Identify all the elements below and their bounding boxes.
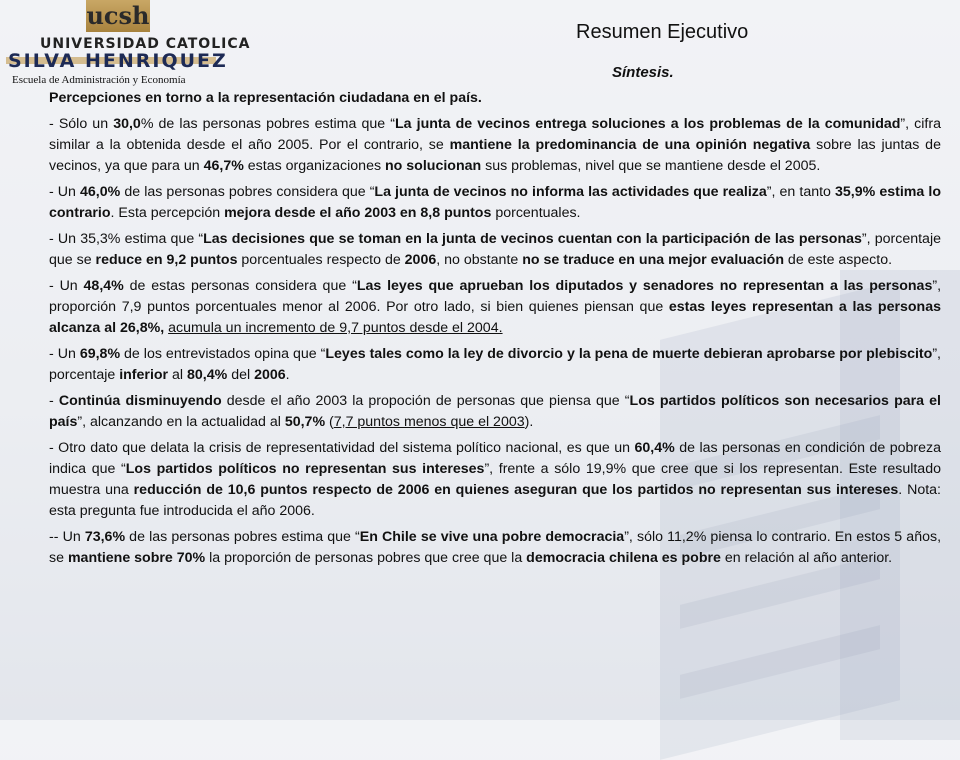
bold-text: La junta de vecinos no informa las actividades que realiza — [374, 184, 767, 200]
paragraph-text: - Otro dato que delata la crisis de representatividad del sistema político nacional, es que un — [49, 440, 635, 456]
paragraph-text: ( — [325, 414, 334, 430]
paragraph-partidos-necesarios — [49, 391, 941, 433]
paragraph-text: - — [49, 393, 59, 409]
paragraph-text: - Un — [49, 184, 81, 200]
bold-text: 35,9% estima lo contrario — [49, 184, 941, 221]
paragraph-partidos-intereses — [49, 438, 941, 522]
paragraph-text: de estas personas considera que “ — [123, 278, 357, 294]
paragraph-text: de las personas en condición de pobreza indica que “ — [49, 440, 941, 477]
paragraph-text: de este aspecto. — [783, 252, 893, 268]
bold-text: Leyes tales como la ley de divorcio y la pena de muerte debieran aprobarse por plebiscito — [325, 346, 933, 362]
bold-text: 46,0% — [80, 184, 121, 200]
university-logo — [6, 0, 251, 88]
paragraph-text: . Nota: esta pregunta fue introducida el año 2006. — [49, 482, 941, 519]
paragraph-text: al — [168, 367, 188, 383]
bold-text: no solucionan — [385, 158, 482, 174]
bold-text: mantiene la predominancia de una opinión negativa — [449, 137, 811, 153]
paragraph-text: ”, en tanto — [766, 184, 836, 200]
paragraph-text: la proporción de personas pobres que cree que la — [205, 550, 527, 566]
paragraph-text: ”, porcentaje que se — [49, 231, 941, 268]
bold-text: 48,4% — [83, 278, 124, 294]
paragraph-text: - Un 35,3% estima que “ — [49, 231, 204, 247]
paragraph-text: porcentuales respecto de — [237, 252, 405, 268]
paragraph-text: de las personas pobres estima que “ — [125, 529, 360, 545]
paragraph-juntas-informacion — [49, 182, 941, 224]
bold-text: 50,7% — [284, 414, 326, 430]
paragraph-text: sobre las juntas de vecinos, ya que para un — [49, 137, 941, 174]
paragraph-text: ”, sólo 11,2% piensa lo contrario. En estos 5 años, se — [49, 529, 942, 566]
paragraph-text: . Esta percepción — [110, 205, 225, 221]
paragraph-text: - Sólo un — [49, 116, 114, 132]
paragraph-leyes-representacion — [49, 276, 941, 339]
bold-text: Las leyes que aprueban los diputados y senadores no representan a las personas — [356, 278, 933, 294]
paragraph-text: - Un — [49, 278, 84, 294]
paragraph-text: , no obstante — [436, 252, 523, 268]
paragraph-democracia — [49, 527, 941, 569]
page-title: Resumen Ejecutivo — [576, 21, 749, 43]
bold-text: 80,4% — [187, 367, 228, 383]
bold-text: Los partidos políticos no representan sus intereses — [125, 461, 485, 477]
bold-text: Las decisiones que se toman en la junta de vecinos cuentan con la participación de las personas — [203, 231, 862, 247]
bold-text: 30,0 — [113, 116, 141, 132]
paragraph-text: estas organizaciones — [243, 158, 385, 174]
logo-mark-text: ucsh — [86, 1, 150, 30]
logo-mark — [86, 0, 150, 32]
paragraph-text: ). — [524, 414, 534, 430]
paragraph-text: ”, frente a sólo 19,9% que cree que si los representan. Este resultado muestra una — [49, 461, 941, 498]
bold-text: La junta de vecinos entrega soluciones a los problemas de la comunidad — [394, 116, 901, 132]
paragraph-text: % de las personas pobres estima que “ — [140, 116, 395, 132]
bold-text: democracia chilena es pobre — [526, 550, 721, 566]
bold-text: En Chile se vive una pobre democracia — [359, 529, 625, 545]
bold-text: Continúa disminuyendo — [58, 393, 222, 409]
paragraph-text: ”, porcentaje — [49, 346, 941, 383]
content-body — [49, 88, 941, 574]
bold-text: 46,7% — [203, 158, 244, 174]
paragraph-text: porcentuales. — [491, 205, 581, 221]
paragraph-text: de las personas pobres considera que “ — [120, 184, 375, 200]
bold-text: mejora desde el año 2003 en 8,8 puntos — [224, 205, 492, 221]
paragraph-text: en relación al año anterior. — [720, 550, 893, 566]
paragraph-text: - Un — [49, 346, 80, 362]
paragraph-text: . — [285, 367, 290, 383]
bold-text: no se traduce en una mejor evaluación — [522, 252, 784, 268]
paragraph-text: ”, proporción 7,9 puntos porcentuales menor al 2006. Por otro lado, si bien quienes piensan que — [49, 278, 942, 315]
logo-school-name: Escuela de Administración y Economía — [12, 74, 186, 86]
bold-text: 2006 — [254, 367, 286, 383]
paragraph-text: 7,7 puntos menos que el 2003 — [333, 414, 525, 430]
bold-text: 69,8% — [79, 346, 121, 362]
bold-text: reduce en 9,2 puntos — [95, 252, 238, 268]
paragraph-text: acumula un incremento de 9,7 puntos desde el 2004. — [168, 320, 503, 336]
bold-text: Los partidos políticos son necesarios para el país — [49, 393, 942, 430]
logo-name-line: SILVA HENRIQUEZ — [8, 50, 228, 72]
bold-text: 2006 — [404, 252, 437, 268]
paragraph-juntas-soluciones — [49, 114, 941, 177]
page-subtitle: Síntesis. — [612, 64, 674, 81]
bold-text: inferior — [119, 367, 169, 383]
logo-university-line: UNIVERSIDAD CATOLICA — [40, 36, 251, 52]
bold-text: 60,4% — [634, 440, 675, 456]
paragraph-text: del — [227, 367, 255, 383]
bold-text: mantiene sobre 70% — [67, 550, 206, 566]
section-heading: Percepciones en torno a la representación ciudadana en el país. — [49, 90, 482, 106]
paragraph-text: ”, alcanzando en la actualidad al — [77, 414, 285, 430]
paragraph-juntas-participacion — [49, 229, 941, 271]
paragraph-text: -- Un — [49, 529, 85, 545]
bold-text: 73,6% — [84, 529, 126, 545]
paragraph-text: de los entrevistados opina que “ — [120, 346, 326, 362]
bold-text: estas leyes representan a las personas alcanza al 26,8%, — [49, 299, 941, 336]
paragraph-text: desde el año 2003 la propoción de personas que piensa que “ — [221, 393, 630, 409]
paragraph-text: sus problemas, nivel que se mantiene desde el 2005. — [481, 158, 821, 174]
paragraph-plebiscito — [49, 344, 941, 386]
bold-text: reducción de 10,6 puntos respecto de 2006 en quienes aseguran que los partidos no representan sus intereses — [133, 482, 899, 498]
paragraph-text: ”, cifra similar a la obtenida desde el año 2005. Por el contrario, se — [49, 116, 941, 153]
